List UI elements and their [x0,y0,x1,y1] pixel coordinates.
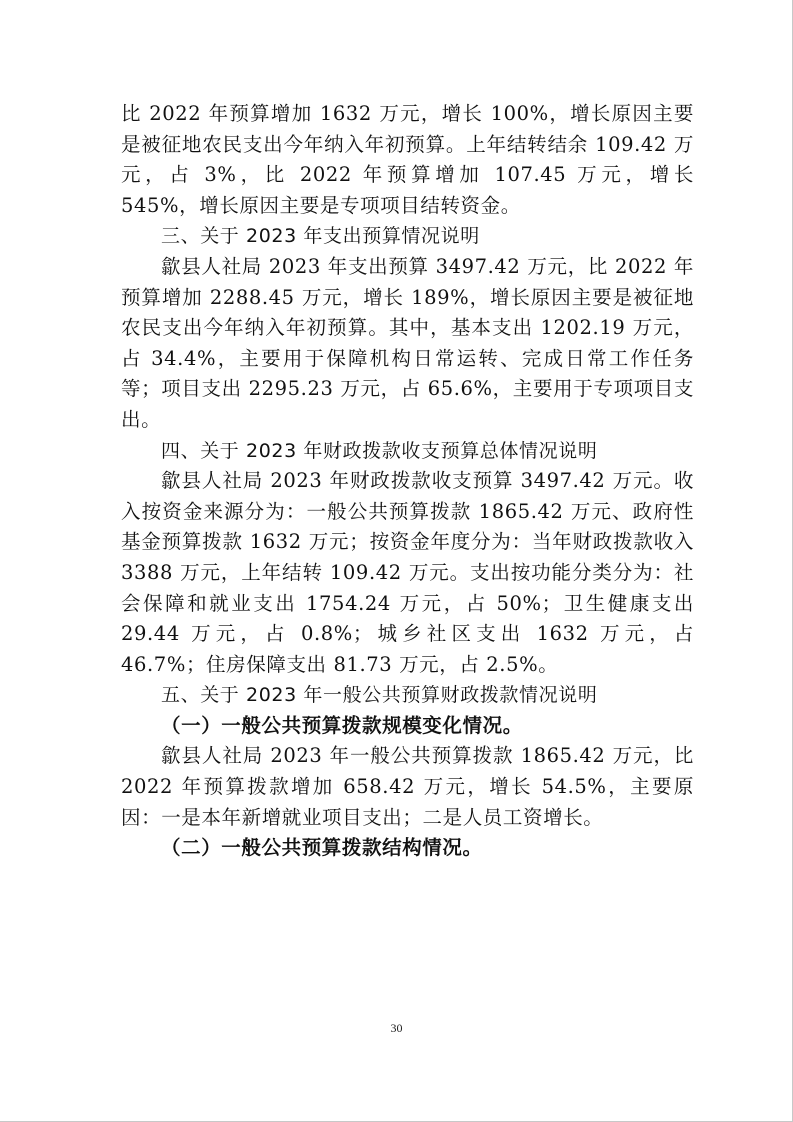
subsection-heading-structure: （二）一般公共预算拨款结构情况。 [161,836,483,860]
subsection-heading-scale-change: （一）一般公共预算拨款规模变化情况。 [161,713,523,737]
paragraph-expenditure-budget: 歙县人社局 2023 年支出预算 3497.42 万元，比 2022 年预算增加 2288.45 万元，增长 189%，增长原因主要是被征地农民支出今年纳入年初预算。其中，基本支出 1202.19 万元，占 34.4%，主要用于保障机构日常运转、完成日常工作任务等；项目支出 2295.23 万元，占 65.6%，主要用于专项项目支出。 [121,254,694,431]
page-number: 30 [390,1021,403,1035]
section-heading-expenditure-budget: 三、关于 2023 年支出预算情况说明 [161,225,480,248]
paragraph-income-carryover: 比 2022 年预算增加 1632 万元，增长 100%，增长原因主要是被征地农民支出今年纳入年初预算。上年结转结余 109.42 万元，占 3%，比 2022 年预算增加 107.45 万元，增长 545%，增长原因主要是专项项目结转资金。 [121,102,694,217]
page-body [121,99,694,864]
paragraph-fiscal-appropriation-overview: 歙县人社局 2023 年财政拨款收支预算 3497.42 万元。收入按资金来源分为：一般公共预算拨款 1865.42 万元、政府性基金预算拨款 1632 万元；按资金年度分为：当年财政拨款收入 3388 万元，上年结转 109.42 万元。支出按功能分类分为：社会保障和就业支出 1754.24 万元，占 50%；卫生健康支出 29.44 万元，占 0.8%；城乡社区支出 1632 万元，占 46.7%；住房保障支出 81.73 万元，占 2.5%。 [121,469,694,676]
paragraph-scale-change: 歙县人社局 2023 年一般公共预算拨款 1865.42 万元，比 2022 年预算拨款增加 658.42 万元，增长 54.5%，主要原因：一是本年新增就业项目支出；二是人员工资增长。 [121,744,694,829]
section-heading-general-public-budget: 五、关于 2023 年一般公共预算财政拨款情况说明 [161,684,598,707]
section-heading-fiscal-appropriation-overview: 四、关于 2023 年财政拨款收支预算总体情况说明 [161,439,598,462]
